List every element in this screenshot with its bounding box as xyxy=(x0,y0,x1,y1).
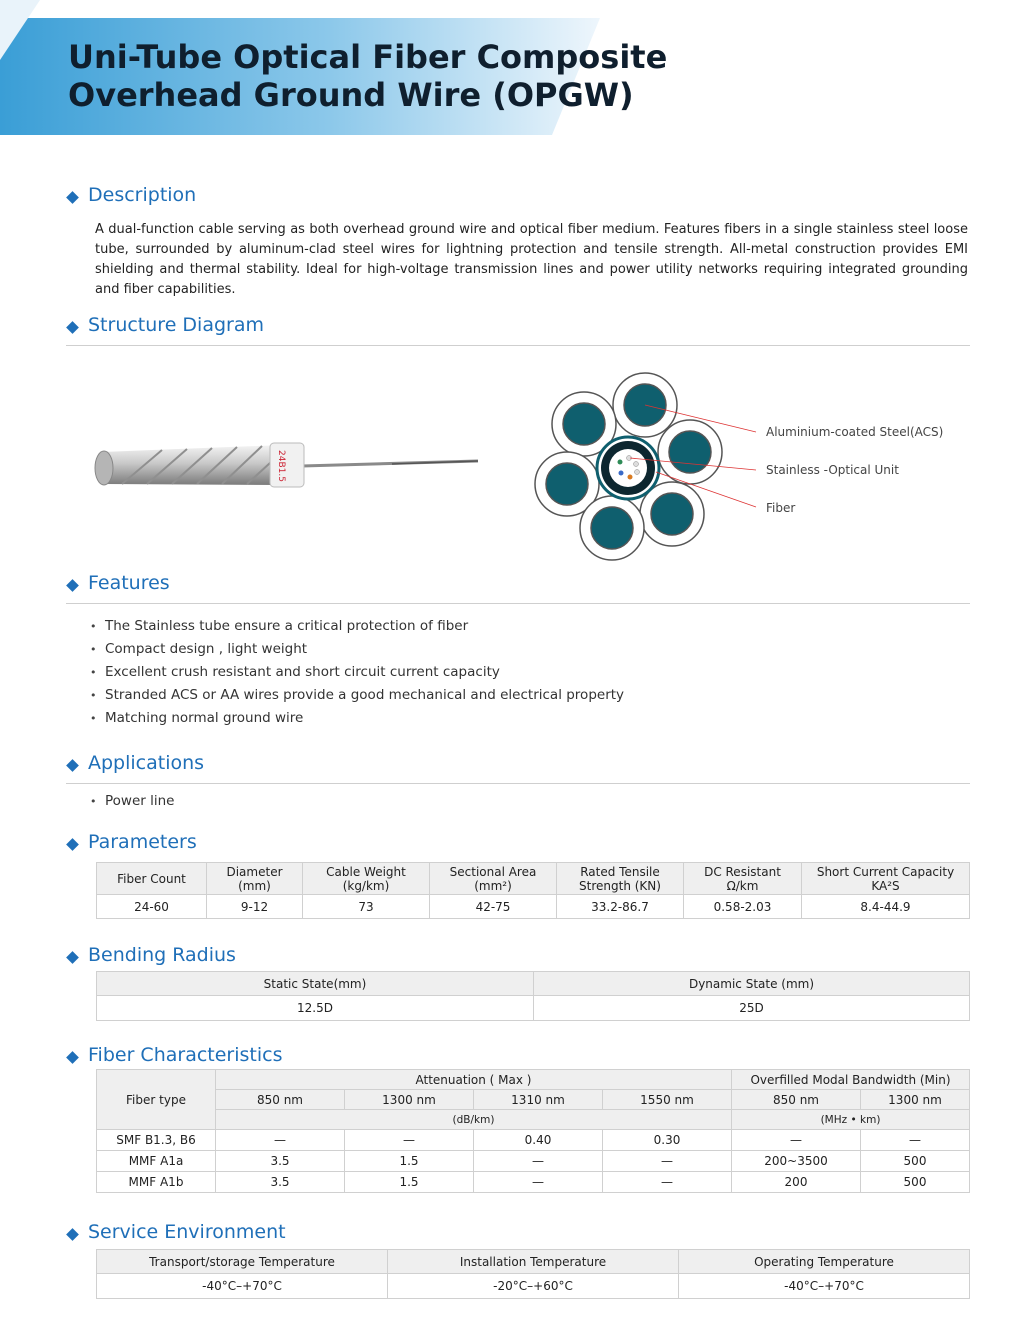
diagram-label-fiber: Fiber xyxy=(766,501,796,515)
unit-label: (dB/km) xyxy=(216,1110,732,1130)
table-cell: 25D xyxy=(534,996,970,1021)
list-item: • Excellent crush resistant and short circuit current capacity xyxy=(90,661,624,684)
table-row xyxy=(97,895,970,919)
table-row xyxy=(97,996,970,1021)
table-row xyxy=(97,1172,970,1193)
column-header: 850 nm xyxy=(216,1090,345,1110)
section-heading: Structure Diagram xyxy=(88,314,265,336)
table-row xyxy=(97,1151,970,1172)
table-cell: 500 xyxy=(861,1151,970,1172)
section-service-environment xyxy=(66,1220,970,1252)
table-cell: — xyxy=(603,1172,732,1193)
diagram-label-optical-unit: Stainless -Optical Unit xyxy=(766,463,899,477)
parameters-table xyxy=(96,862,970,919)
cross-section-diagram xyxy=(530,372,790,567)
list-item: • Compact design , light weight xyxy=(90,638,624,661)
table-cell: 200~3500 xyxy=(732,1151,861,1172)
diamond-bullet-icon xyxy=(66,951,79,964)
list-item: • Stranded ACS or AA wires provide a good mechanical and electrical property xyxy=(90,684,624,707)
table-cell: — xyxy=(474,1151,603,1172)
table-cell: 0.30 xyxy=(603,1130,732,1151)
column-header: Rated Tensile Strength (KN) xyxy=(557,863,684,895)
table-cell: 500 xyxy=(861,1172,970,1193)
table-cell: — xyxy=(732,1130,861,1151)
diamond-bullet-icon xyxy=(66,1051,79,1064)
table-cell: 33.2-86.7 xyxy=(557,895,684,919)
section-structure xyxy=(66,313,970,346)
column-header: Operating Temperature xyxy=(679,1250,970,1274)
table-cell: -20°C–+60°C xyxy=(388,1274,679,1299)
table-cell: 8.4-44.9 xyxy=(802,895,970,919)
list-item: • Matching normal ground wire xyxy=(90,707,624,730)
section-features xyxy=(66,571,970,604)
table-cell: 0.40 xyxy=(474,1130,603,1151)
section-heading: Service Environment xyxy=(88,1221,286,1243)
table-row xyxy=(97,1274,970,1299)
column-header: Attenuation ( Max ) xyxy=(216,1070,732,1090)
table-cell: -40°C–+70°C xyxy=(97,1274,388,1299)
applications-list xyxy=(90,790,174,813)
diagram-label-acs: Aluminium-coated Steel(ACS) xyxy=(766,425,944,439)
column-header: Sectional Area (mm²) xyxy=(430,863,557,895)
table-cell: 73 xyxy=(303,895,430,919)
column-header: 1310 nm xyxy=(474,1090,603,1110)
section-heading: Description xyxy=(88,184,197,206)
column-header: Short Current Capacity KA²S xyxy=(802,863,970,895)
unit-label: (MHz • km) xyxy=(732,1110,970,1130)
column-header: Transport/storage Temperature xyxy=(97,1250,388,1274)
description-text: A dual-function cable serving as both overhead ground wire and optical fiber medium. Features fibers in a single stainless steel loose tube, surrounded by aluminum-clad steel wires for lightning protection and tensile strength. All-metal construction provides EMI shielding and thermal stability. Ideal for high-voltage transmission lines and power utility networks requiring integrated grounding and fiber capabilities. xyxy=(95,222,968,297)
table-cell: MMF A1b xyxy=(97,1172,216,1193)
table-header-row xyxy=(97,1090,970,1110)
table-header-row xyxy=(97,972,970,996)
table-cell: 9-12 xyxy=(207,895,303,919)
table-cell: SMF B1.3, B6 xyxy=(97,1130,216,1151)
title-line-1: Uni-Tube Optical Fiber Composite xyxy=(68,38,668,76)
features-list xyxy=(90,615,624,730)
section-heading: Parameters xyxy=(88,831,197,853)
table-cell: 12.5D xyxy=(97,996,534,1021)
column-header: DC Resistant Ω/km xyxy=(684,863,802,895)
table-row xyxy=(97,1130,970,1151)
cable-marking: 24B1.5 xyxy=(276,450,286,482)
page-title xyxy=(68,38,667,114)
table-cell: — xyxy=(345,1130,474,1151)
table-cell: — xyxy=(474,1172,603,1193)
section-parameters xyxy=(66,830,970,862)
section-applications xyxy=(66,751,970,784)
service-environment-table xyxy=(96,1249,970,1299)
diamond-bullet-icon xyxy=(66,838,79,851)
column-header: Dynamic State (mm) xyxy=(534,972,970,996)
table-cell: MMF A1a xyxy=(97,1151,216,1172)
table-header-row xyxy=(97,863,970,895)
table-header-row xyxy=(97,1250,970,1274)
column-header: Cable Weight (kg/km) xyxy=(303,863,430,895)
table-cell: 0.58-2.03 xyxy=(684,895,802,919)
table-cell: — xyxy=(216,1130,345,1151)
cable-illustration xyxy=(92,440,484,496)
list-item: • The Stainless tube ensure a critical protection of fiber xyxy=(90,615,624,638)
list-item: • Power line xyxy=(90,790,174,813)
table-cell: 200 xyxy=(732,1172,861,1193)
column-header: 1300 nm xyxy=(861,1090,970,1110)
column-header: Installation Temperature xyxy=(388,1250,679,1274)
column-header: 1300 nm xyxy=(345,1090,474,1110)
table-cell: 42-75 xyxy=(430,895,557,919)
table-cell: 3.5 xyxy=(216,1151,345,1172)
section-description xyxy=(66,183,970,215)
table-cell: 3.5 xyxy=(216,1172,345,1193)
column-header: Static State(mm) xyxy=(97,972,534,996)
section-heading: Features xyxy=(88,572,170,594)
table-cell: -40°C–+70°C xyxy=(679,1274,970,1299)
section-heading: Applications xyxy=(88,752,205,774)
bending-radius-table xyxy=(96,971,970,1021)
table-header-row xyxy=(97,1110,970,1130)
fiber-characteristics-table xyxy=(96,1069,970,1193)
title-line-2: Overhead Ground Wire (OPGW) xyxy=(68,76,634,114)
table-cell: 1.5 xyxy=(345,1172,474,1193)
table-cell: 24-60 xyxy=(97,895,207,919)
section-heading: Bending Radius xyxy=(88,944,236,966)
diamond-bullet-icon xyxy=(66,321,79,334)
column-header: Fiber Count xyxy=(97,863,207,895)
table-header-row xyxy=(97,1070,970,1090)
column-header: 850 nm xyxy=(732,1090,861,1110)
table-cell: — xyxy=(861,1130,970,1151)
column-header: Overfilled Modal Bandwidth (Min) xyxy=(732,1070,970,1090)
diamond-bullet-icon xyxy=(66,579,79,592)
table-cell: 1.5 xyxy=(345,1151,474,1172)
diamond-bullet-icon xyxy=(66,1228,79,1241)
diamond-bullet-icon xyxy=(66,759,79,772)
table-cell: — xyxy=(603,1151,732,1172)
section-heading: Fiber Characteristics xyxy=(88,1044,283,1066)
diamond-bullet-icon xyxy=(66,191,79,204)
column-header: 1550 nm xyxy=(603,1090,732,1110)
column-header: Fiber type xyxy=(97,1070,216,1130)
column-header: Diameter (mm) xyxy=(207,863,303,895)
